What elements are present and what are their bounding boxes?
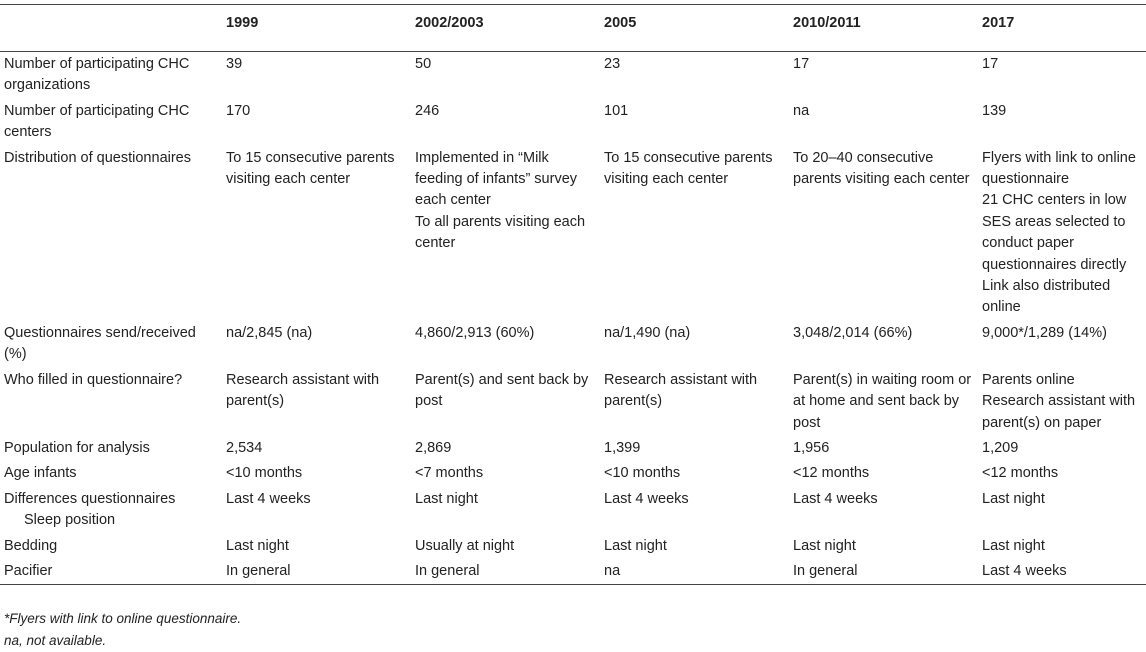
cell-text: na [793,102,810,119]
cell-text: 17 [982,56,999,72]
table-cell [789,461,978,486]
header-cell-0 [0,5,222,52]
cell-text: 3,048/2,014 (66%) [793,324,913,341]
table-cell [789,321,978,368]
table-cell [222,52,411,99]
table-cell [411,559,600,585]
footnote-asterisk: *Flyers with link to online questionnaire. [4,611,242,626]
table-cell [978,368,1146,436]
survey-comparison-table [0,4,1146,585]
table-cell [978,436,1146,461]
table-cell [789,534,978,559]
cell-text: Last night [982,537,1045,554]
table-cell [411,368,600,436]
header-cell-2010-2011: 2010/2011 [789,5,978,52]
table-cell [411,487,600,534]
table-cell [222,321,411,368]
table-body [0,52,1146,585]
cell-text: <10 months [604,465,681,482]
row-label [0,534,222,559]
cell-text: na/1,490 (na) [604,324,691,341]
row-label [0,146,222,321]
table-cell [600,559,789,585]
table-cell [600,52,789,99]
header-cell-2005: 2005 [600,5,789,52]
table-cell [222,436,411,461]
table-cell [789,559,978,585]
row-label [0,99,222,146]
table-cell [789,52,978,99]
header-row [0,5,1146,52]
table-row [0,321,1146,368]
row-label-text: Population for analysis [4,439,150,456]
row-label [0,461,222,486]
table-row [0,99,1146,146]
table-cell [222,146,411,321]
cell-text: 246 [415,102,440,119]
table-cell [789,146,978,321]
row-label [0,487,222,534]
row-label-text: Bedding [4,537,58,554]
table-cell [978,52,1146,99]
table-row [0,146,1146,321]
cell-text: Research assistant with parent(s) [604,371,758,410]
cell-text: 170 [226,102,251,119]
cell-text: Research assistant with parent(s) on paper [982,393,1136,431]
table-row [0,52,1146,99]
row-label-text: Differences questionnaires [4,490,176,507]
row-label-text: Distribution of questionnaires [4,149,191,166]
table-row [0,368,1146,436]
cell-text: na [604,562,621,579]
cell-text: 139 [982,102,1007,119]
table-cell [600,368,789,436]
table-cell [411,534,600,559]
cell-text: <7 months [415,465,484,482]
header-cell-1999: 1999 [222,5,411,52]
row-label-text: Age infants [4,465,77,482]
cell-text: 50 [415,56,432,72]
table-row [0,534,1146,559]
cell-text: Parent(s) in waiting room or at home and sent back by post [793,371,972,431]
cell-text: <12 months [982,465,1059,482]
table-cell [789,368,978,436]
table-cell [978,99,1146,146]
table-cell [600,436,789,461]
cell-text: To 15 consecutive parents visiting each center [604,149,773,188]
cell-text: Last night [604,537,667,554]
table-cell [222,534,411,559]
row-label-text: Number of participating CHC organizations [4,56,190,94]
cell-text: 9,000*/1,289 (14%) [982,324,1107,341]
cell-text: 4,860/2,913 (60%) [415,324,535,341]
row-label [0,559,222,585]
table-cell [978,146,1146,321]
cell-text: Last night [415,490,478,507]
table-cell [411,52,600,99]
table-cell [411,146,600,321]
cell-text: Usually at night [415,537,515,554]
cell-text: Last 4 weeks [604,490,689,507]
table-cell [411,99,600,146]
table-cell [789,99,978,146]
table-cell [600,99,789,146]
cell-text: Parents online [982,371,1075,388]
header-cell-2002-2003: 2002/2003 [411,5,600,52]
row-label [0,436,222,461]
table-cell [978,461,1146,486]
cell-text: Implemented in “Milk feeding of infants” survey each center [415,149,578,209]
header-cell-2017: 2017 [978,5,1146,52]
table-cell [600,146,789,321]
table-cell [222,487,411,534]
table-cell [978,487,1146,534]
table-row [0,436,1146,461]
cell-text: 21 CHC centers in low SES areas selected to conduct paper questionnaires directly [982,192,1127,273]
table-cell [789,436,978,461]
row-label-text: Who filled in questionnaire? [4,371,183,388]
cell-text: To all parents visiting each center [415,213,586,252]
table-cell [600,461,789,486]
table-cell [222,99,411,146]
table-cell [222,461,411,486]
row-sublabel-text: Sleep position [24,512,116,529]
table-cell [978,559,1146,585]
table-row [0,461,1146,486]
cell-text: <10 months [226,465,303,482]
cell-text: na/2,845 (na) [226,324,313,341]
table-cell [600,321,789,368]
cell-text: Link also distributed online [982,278,1111,316]
footnote-na: na, not available. [4,633,107,648]
cell-text: Last night [793,537,856,554]
row-label-text: Number of participating CHC centers [4,102,190,141]
cell-text: Research assistant with parent(s) [226,371,380,410]
cell-text: Parent(s) and sent back by post [415,371,589,410]
cell-text: 101 [604,102,629,119]
cell-text: 2,534 [226,439,263,456]
table-cell [789,487,978,534]
cell-text: In general [793,562,858,579]
row-label-text: Questionnaires send/received (%) [4,324,196,363]
row-label [0,368,222,436]
cell-text: 23 [604,56,621,72]
table-cell [978,321,1146,368]
table-cell [600,487,789,534]
table-cell [600,534,789,559]
cell-text: Last night [982,490,1045,507]
table-cell [411,461,600,486]
cell-text: 2,869 [415,439,452,456]
table-cell [411,321,600,368]
row-label [0,52,222,99]
table-row [0,487,1146,534]
cell-text: 1,399 [604,439,641,456]
table-footnotes [4,608,241,652]
table-row [0,559,1146,585]
cell-text: 1,209 [982,439,1019,456]
cell-text: 17 [793,56,810,72]
table-cell [222,559,411,585]
cell-text: In general [226,562,291,579]
table-cell [222,368,411,436]
cell-text: Last 4 weeks [793,490,878,507]
table-cell [978,534,1146,559]
table-cell [411,436,600,461]
cell-text: To 20–40 consecutive parents visiting each center [793,149,970,188]
cell-text: To 15 consecutive parents visiting each center [226,149,395,188]
cell-text: Flyers with link to online questionnaire [982,149,1136,188]
cell-text: 39 [226,56,243,72]
cell-text: Last night [226,537,289,554]
row-label [0,321,222,368]
row-label-text: Pacifier [4,562,53,579]
cell-text: In general [415,562,480,579]
cell-text: Last 4 weeks [226,490,311,507]
cell-text: <12 months [793,465,870,482]
cell-text: Last 4 weeks [982,562,1067,579]
cell-text: 1,956 [793,439,830,456]
